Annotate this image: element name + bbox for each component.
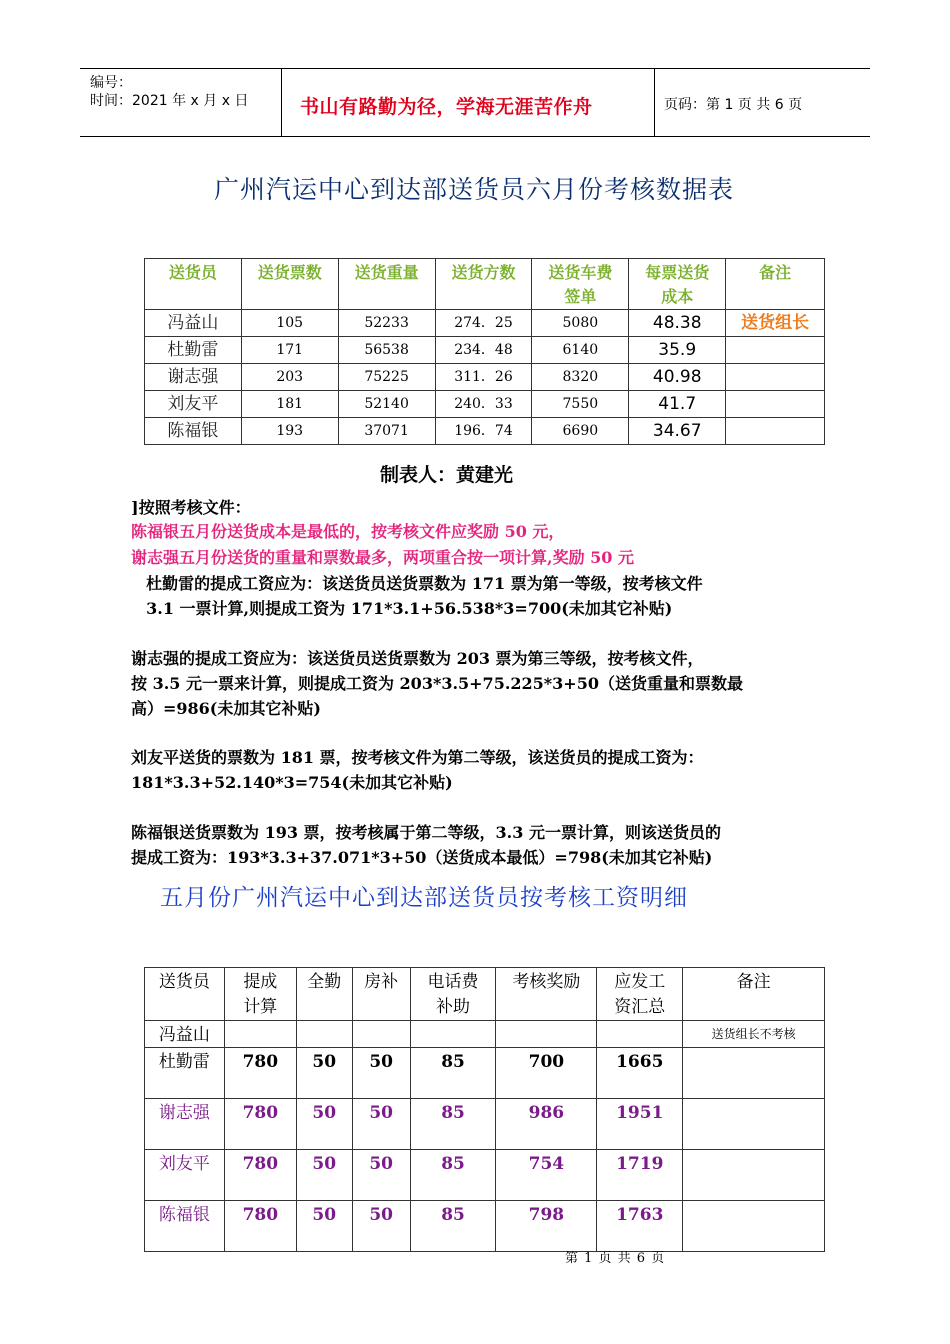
june-cell-note xyxy=(726,337,825,364)
document-time-label: 时间：2021 年 x 月 x 日 xyxy=(90,93,249,109)
may-cell-bonus: 798 xyxy=(496,1201,597,1252)
june-cell-volume: 240．33 xyxy=(435,391,532,418)
may-cell-attendance: 50 xyxy=(296,1099,352,1150)
may-table-header-cell xyxy=(145,968,225,1021)
may-cell-housing: 50 xyxy=(352,1048,410,1099)
notes-xie-line-2: 按 3.5 元一票来计算，则提成工资为 203*3.5+75.225*3+50（送货重量和票数最 xyxy=(131,674,743,693)
may-cell-name: 刘友平 xyxy=(145,1150,225,1201)
may-cell-commission: 780 xyxy=(224,1048,296,1099)
june-table-header-text: 备注 xyxy=(759,263,792,282)
may-cell-housing: 50 xyxy=(352,1099,410,1150)
notes-chen-line-2: 提成工资为：193*3.3+37.071*3+50（送货成本最低）=798(未加其它补贴) xyxy=(131,848,713,867)
may-cell-phone: 85 xyxy=(410,1048,496,1099)
notes-reward-xie: 谢志强五月份送货的重量和票数最多，两项重合按一项计算,奖励 50 元 xyxy=(131,548,634,567)
june-cell-tickets: 181 xyxy=(241,391,338,418)
may-cell-phone: 85 xyxy=(410,1201,496,1252)
june-cell-weight: 75225 xyxy=(338,364,435,391)
may-cell-housing: 50 xyxy=(352,1201,410,1252)
may-cell-commission: 780 xyxy=(224,1201,296,1252)
june-table-header-cell xyxy=(435,259,532,310)
header-motto: 书山有路勤为径，学海无涯苦作舟 xyxy=(300,96,593,118)
may-table-header-cell xyxy=(683,968,825,1021)
may-table-row xyxy=(145,1150,825,1201)
may-table-header-text: 提成 xyxy=(243,972,278,992)
may-cell-commission: 780 xyxy=(224,1099,296,1150)
june-table-header-row xyxy=(145,259,825,310)
may-cell-bonus: 700 xyxy=(496,1048,597,1099)
may-cell-name: 陈福银 xyxy=(145,1201,225,1252)
header-divider-left xyxy=(281,68,282,136)
may-table-header-cell xyxy=(224,968,296,1021)
june-cell-fee: 5080 xyxy=(532,310,629,337)
june-cell-note xyxy=(726,364,825,391)
june-cell-weight: 56538 xyxy=(338,337,435,364)
may-cell-attendance: 50 xyxy=(296,1150,352,1201)
june-cell-fee: 8320 xyxy=(532,364,629,391)
table-maker: 制表人：黄建光 xyxy=(380,464,514,486)
notes-intro: ]按照考核文件： xyxy=(131,498,251,517)
document-number-label: 编号： xyxy=(90,75,132,91)
june-cell-fee: 6690 xyxy=(532,418,629,445)
june-table-header-text: 成本 xyxy=(661,287,694,306)
may-cell-note xyxy=(683,1201,825,1252)
june-cell-volume: 274．25 xyxy=(435,310,532,337)
june-table-header-text: 送货方数 xyxy=(451,263,516,282)
june-table-header-text: 送货重量 xyxy=(354,263,419,282)
may-cell-total xyxy=(597,1021,683,1048)
june-cell-cost: 40.98 xyxy=(629,364,726,391)
june-table-header-cell xyxy=(726,259,825,310)
may-table-header-text: 考核奖励 xyxy=(512,972,581,992)
header-top-rule xyxy=(80,68,870,69)
june-cell-note xyxy=(726,391,825,418)
june-cell-cost: 48.38 xyxy=(629,310,726,337)
notes-chen-line-1: 陈福银送货票数为 193 票，按考核属于第二等级，3.3 元一票计算，则该送货员的 xyxy=(131,823,721,842)
header-bottom-rule xyxy=(80,136,870,137)
june-cell-note xyxy=(726,418,825,445)
june-cell-tickets: 105 xyxy=(241,310,338,337)
may-table-header-text: 送货员 xyxy=(158,972,210,992)
june-cell-weight: 52233 xyxy=(338,310,435,337)
may-cell-attendance xyxy=(296,1021,352,1048)
june-cell-volume: 234．48 xyxy=(435,337,532,364)
june-cell-volume: 196．74 xyxy=(435,418,532,445)
may-cell-total: 1951 xyxy=(597,1099,683,1150)
may-table-header-text: 计算 xyxy=(243,997,278,1017)
may-table-row xyxy=(145,1201,825,1252)
june-table-header-cell xyxy=(145,259,242,310)
notes-xie-line-3: 高）=986(未加其它补贴) xyxy=(131,699,321,718)
june-cell-name: 冯益山 xyxy=(145,310,242,337)
june-cell-cost: 41.7 xyxy=(629,391,726,418)
may-cell-housing xyxy=(352,1021,410,1048)
june-table-row xyxy=(145,418,825,445)
may-cell-attendance: 50 xyxy=(296,1048,352,1099)
june-table-header-cell xyxy=(629,259,726,310)
june-table-title: 广州汽运中心到达部送货员六月份考核数据表 xyxy=(214,175,735,204)
may-cell-bonus: 986 xyxy=(496,1099,597,1150)
may-cell-bonus xyxy=(496,1021,597,1048)
may-cell-note xyxy=(683,1048,825,1099)
may-table-header-text: 应发工 xyxy=(614,972,666,992)
notes-liu-line-1: 刘友平送货的票数为 181 票，按考核文件为第二等级，该送货员的提成工资为： xyxy=(131,748,704,767)
may-cell-bonus: 754 xyxy=(496,1150,597,1201)
june-table-row xyxy=(145,364,825,391)
may-table-row xyxy=(145,1048,825,1099)
june-table-header-text: 签单 xyxy=(564,287,597,306)
may-cell-phone xyxy=(410,1021,496,1048)
may-cell-note: 送货组长不考核 xyxy=(683,1021,825,1048)
june-cell-weight: 52140 xyxy=(338,391,435,418)
may-table-header-text: 房补 xyxy=(364,972,399,992)
may-cell-total: 1719 xyxy=(597,1150,683,1201)
june-assessment-table xyxy=(144,258,825,445)
may-cell-name: 杜勤雷 xyxy=(145,1048,225,1099)
june-cell-tickets: 203 xyxy=(241,364,338,391)
may-cell-total: 1665 xyxy=(597,1048,683,1099)
may-table-header-text: 资汇总 xyxy=(614,997,666,1017)
june-table-header-cell xyxy=(532,259,629,310)
may-table-header-cell xyxy=(496,968,597,1021)
header-divider-right xyxy=(654,68,655,136)
may-cell-name: 谢志强 xyxy=(145,1099,225,1150)
june-table-header-text: 每票送货 xyxy=(645,263,710,282)
notes-du-line-1: 杜勤雷的提成工资应为：该送货员送货票数为 171 票为第一等级，按考核文件 xyxy=(135,574,703,593)
june-table-header-text: 送货员 xyxy=(168,263,217,282)
june-cell-tickets: 193 xyxy=(241,418,338,445)
june-cell-name: 陈福银 xyxy=(145,418,242,445)
june-table-header-text: 送货车费 xyxy=(548,263,613,282)
notes-xie-line-1: 谢志强的提成工资应为：该送货员送货票数为 203 票为第三等级，按考核文件， xyxy=(131,649,704,668)
may-table-header-cell xyxy=(597,968,683,1021)
june-cell-weight: 37071 xyxy=(338,418,435,445)
may-cell-housing: 50 xyxy=(352,1150,410,1201)
may-table-header-text: 全勤 xyxy=(307,972,342,992)
may-table-title: 五月份广州汽运中心到达部送货员按考核工资明细 xyxy=(160,885,688,911)
june-cell-fee: 6140 xyxy=(532,337,629,364)
notes-reward-chen: 陈福银五月份送货成本是最低的，按考核文件应奖励 50 元， xyxy=(131,522,565,541)
may-cell-name: 冯益山 xyxy=(145,1021,225,1048)
june-table-header-text: 送货票数 xyxy=(257,263,322,282)
june-cell-name: 刘友平 xyxy=(145,391,242,418)
june-cell-tickets: 171 xyxy=(241,337,338,364)
may-cell-commission xyxy=(224,1021,296,1048)
notes-du-line-2: 3.1 一票计算,则提成工资为 171*3.1+56.538*3=700(未加其它补贴) xyxy=(135,599,673,618)
june-cell-cost: 35.9 xyxy=(629,337,726,364)
may-cell-total: 1763 xyxy=(597,1201,683,1252)
may-cell-phone: 85 xyxy=(410,1150,496,1201)
june-table-row xyxy=(145,310,825,337)
june-cell-cost: 34.67 xyxy=(629,418,726,445)
header-page-number: 页码：第 1 页 共 6 页 xyxy=(664,97,803,113)
may-table-header-text: 补助 xyxy=(436,997,471,1017)
may-cell-note xyxy=(683,1099,825,1150)
may-cell-attendance: 50 xyxy=(296,1201,352,1252)
may-cell-commission: 780 xyxy=(224,1150,296,1201)
june-cell-note: 送货组长 xyxy=(726,310,825,337)
may-table-row xyxy=(145,1021,825,1048)
may-salary-table xyxy=(144,967,825,1252)
may-table-header-row xyxy=(145,968,825,1021)
june-cell-volume: 311．26 xyxy=(435,364,532,391)
may-table-header-text: 电话费 xyxy=(427,972,479,992)
may-cell-phone: 85 xyxy=(410,1099,496,1150)
june-cell-fee: 7550 xyxy=(532,391,629,418)
june-table-header-cell xyxy=(241,259,338,310)
page-footer: 第 1 页 共 6 页 xyxy=(565,1251,666,1266)
june-cell-name: 杜勤雷 xyxy=(145,337,242,364)
june-table-header-cell xyxy=(338,259,435,310)
may-table-header-cell xyxy=(352,968,410,1021)
may-table-row xyxy=(145,1099,825,1150)
may-table-header-cell xyxy=(410,968,496,1021)
june-table-row xyxy=(145,391,825,418)
june-table-row xyxy=(145,337,825,364)
may-table-header-cell xyxy=(296,968,352,1021)
june-cell-name: 谢志强 xyxy=(145,364,242,391)
notes-liu-line-2: 181*3.3+52.140*3=754(未加其它补贴) xyxy=(131,773,453,792)
may-table-header-text: 备注 xyxy=(736,972,771,992)
may-cell-note xyxy=(683,1150,825,1201)
